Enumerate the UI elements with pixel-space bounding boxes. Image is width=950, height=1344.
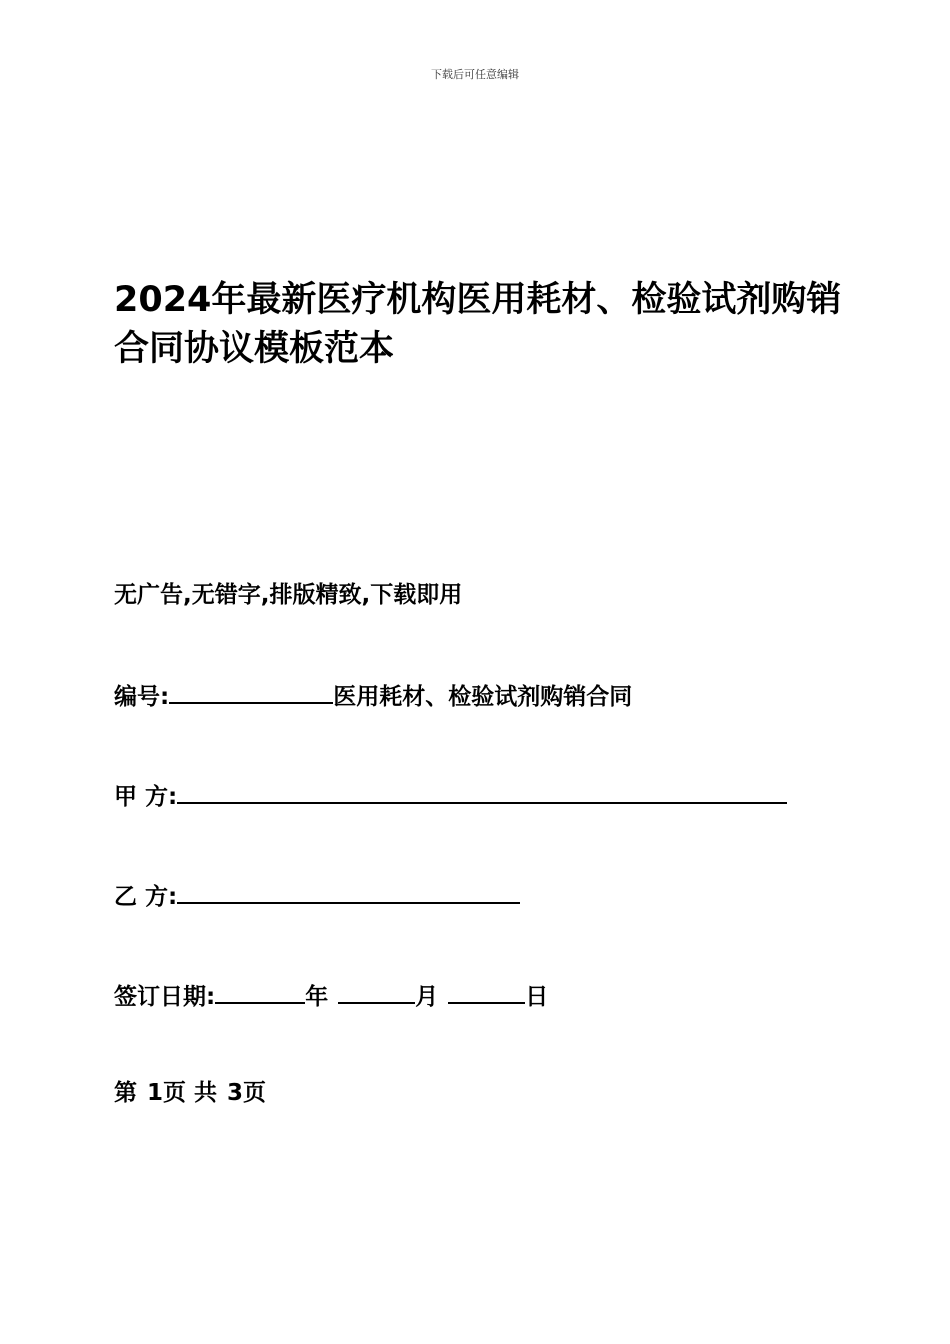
party-a-row bbox=[114, 780, 787, 812]
year-label: 年 bbox=[305, 984, 329, 1010]
sign-date-row bbox=[114, 980, 548, 1012]
party-b-row bbox=[114, 880, 520, 912]
party-b-blank[interactable] bbox=[177, 880, 520, 904]
page-info bbox=[114, 1078, 266, 1108]
day-label: 日 bbox=[525, 984, 549, 1010]
header-note: 下载后可任意编辑 bbox=[431, 68, 519, 81]
page-total: 3 bbox=[227, 1080, 244, 1106]
document-title: 2024年最新医疗机构医用耗材、检验试剂购销合同协议模板范本 bbox=[114, 280, 842, 369]
sign-date-label: 签订日期: bbox=[114, 984, 216, 1010]
tagline: 无广告,无错字,排版精致,下载即用 bbox=[114, 582, 463, 608]
day-blank[interactable] bbox=[448, 980, 525, 1004]
contract-number-suffix: 医用耗材、检验试剂购销合同 bbox=[333, 684, 633, 710]
year-blank[interactable] bbox=[215, 980, 305, 1004]
party-a-label: 甲 方: bbox=[114, 784, 178, 810]
page-prefix: 第 bbox=[114, 1080, 137, 1106]
party-a-blank[interactable] bbox=[177, 780, 787, 804]
contract-number-row bbox=[114, 680, 632, 712]
page-current: 1 bbox=[147, 1080, 164, 1106]
page-middle: 页 共 bbox=[163, 1080, 218, 1106]
contract-number-blank[interactable] bbox=[169, 680, 333, 704]
month-label: 月 bbox=[415, 984, 439, 1010]
contract-number-label: 编号: bbox=[114, 684, 170, 710]
party-b-label: 乙 方: bbox=[114, 884, 178, 910]
month-blank[interactable] bbox=[338, 980, 415, 1004]
page-suffix: 页 bbox=[243, 1080, 267, 1106]
